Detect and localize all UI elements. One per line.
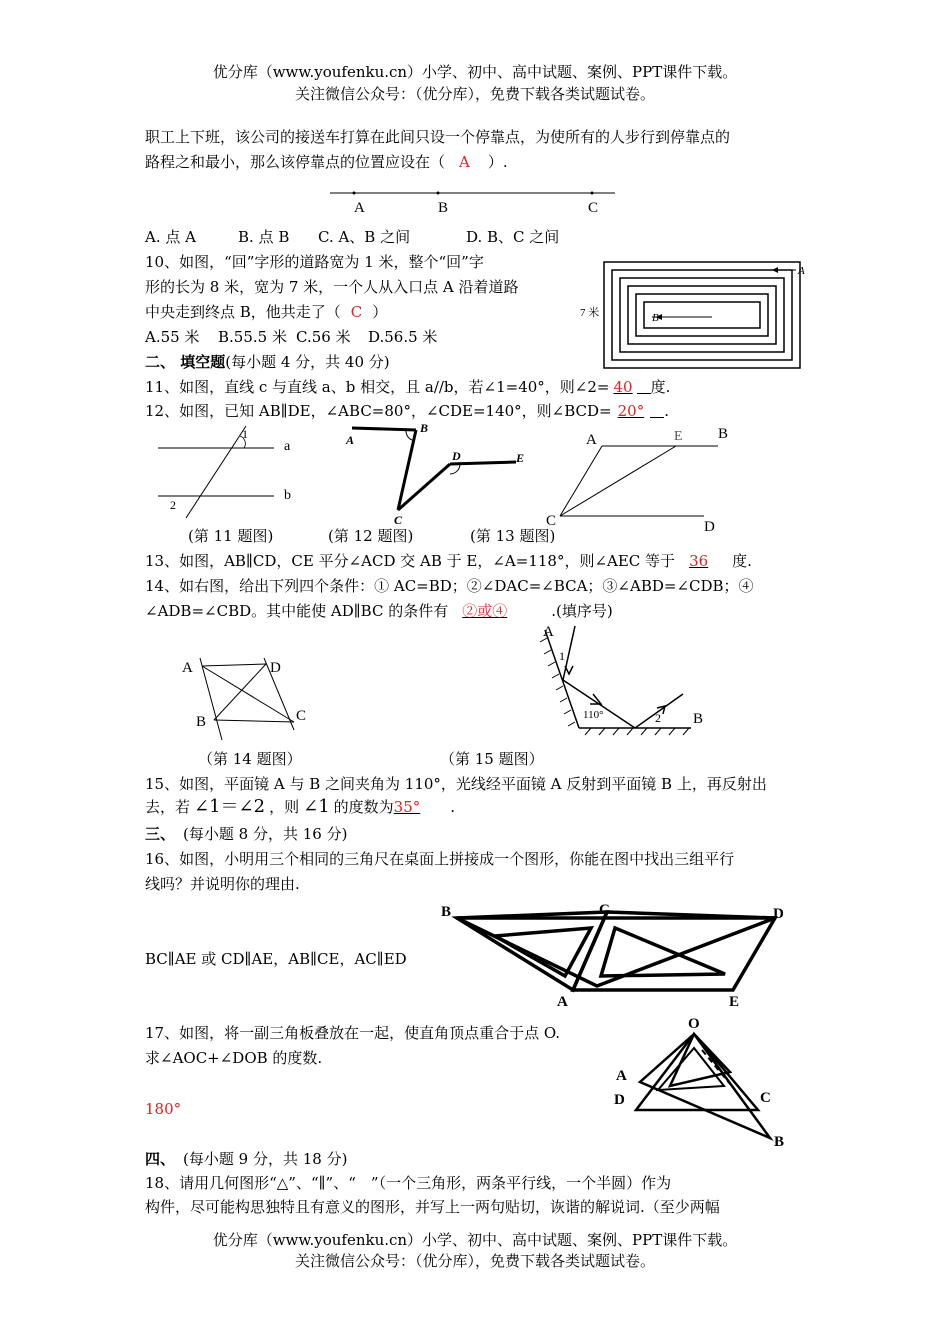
fig13-caption: (第 13 题图) — [470, 527, 556, 545]
fig14 — [180, 650, 320, 740]
fig17-label-d: D — [614, 1092, 625, 1108]
fig12-label-a: A — [346, 433, 355, 447]
q9-fig-label-b: B — [438, 200, 449, 216]
footer-line-1: 优分库（www.youfenku.cn）小学、初中、高中试题、案例、PPT课件下载。 — [212, 1231, 738, 1249]
q10-option-a: A.55 米 — [145, 328, 200, 346]
fig14-label-d: D — [270, 660, 281, 676]
q18-line-1: 18、请用几何图形“△”、“∥”、“ ”（一个三角形，两条平行线，一个半圆）作为 — [145, 1174, 672, 1192]
q11-answer: 40 — [613, 378, 633, 396]
q9-line-2: 路程之和最小，那么该停靠点的位置应设在（ A ）. — [145, 153, 508, 171]
section-4-heading: 四、 (每小题 9 分，共 18 分) — [145, 1150, 348, 1168]
fig15 — [535, 620, 725, 745]
fig17 — [610, 1012, 795, 1152]
fig11-label-2: 2 — [170, 498, 176, 512]
fig15-label-b: B — [693, 711, 704, 727]
q10-option-b: B.55.5 米 — [218, 328, 287, 346]
q14-line-1: 14、如右图，给出下列四个条件：① AC=BD；②∠DAC=∠BCA；③∠ABD=∠CDB；④ — [145, 577, 754, 595]
q9-figure — [330, 185, 620, 220]
section-3-heading: 三、 (每小题 8 分，共 16 分) — [145, 825, 348, 843]
q9-fig-label-c: C — [588, 200, 599, 216]
fig11 — [150, 420, 310, 520]
fig12-label-b: B — [420, 421, 429, 435]
fig11-label-a: a — [284, 439, 291, 454]
section-2-heading: 二、 填空题(每小题 4 分，共 40 分) — [145, 353, 390, 371]
fig15-caption: （第 15 题图） — [440, 750, 544, 768]
fig15-label-1: 1 — [559, 649, 565, 663]
header-line-1: 优分库（www.youfenku.cn）小学、初中、高中试题、案例、PPT课件下载。 — [212, 63, 738, 81]
fig13-label-e: E — [674, 429, 683, 444]
fig13-label-d: D — [704, 519, 715, 535]
fig17-label-b: B — [774, 1134, 785, 1150]
fig12-caption: (第 12 题图) — [328, 527, 414, 545]
fig12 — [340, 418, 540, 528]
q10-fig-label-width: 7 米 — [580, 307, 600, 319]
q15-line-2: 去，若 ∠1＝∠2 ，则 ∠1 的度数为35° . — [145, 796, 456, 817]
fig16-label-c: C — [599, 902, 610, 918]
fig12-label-e: E — [516, 451, 525, 465]
fig14-caption: （第 14 题图） — [198, 750, 302, 768]
fig17-label-c: C — [760, 1090, 771, 1106]
q14-line-2: ∠ADB=∠CBD。其中能使 AD∥BC 的条件有 ②或④ .(填序号) — [145, 602, 613, 620]
fig13-label-c: C — [546, 513, 557, 529]
q9-option-c: C. A、B 之间 — [318, 228, 411, 246]
q10-fig-label-a: A — [798, 265, 805, 277]
fig11-label-b: b — [284, 488, 291, 503]
q9-option-a: A. 点 A — [145, 228, 196, 246]
q17-line-1: 17、如图，将一副三角板叠放在一起，使直角顶点重合于点 O. — [145, 1024, 561, 1042]
header-line-2: 关注微信公众号：（优分库），免费下载各类试题试卷。 — [294, 85, 655, 103]
q10-option-c: C.56 米 — [296, 328, 351, 346]
q18-line-2: 构件，尽可能构思独特且有意义的图形，并写上一两句贴切，诙谐的解说词.（至少两幅 — [145, 1198, 720, 1216]
q15-answer: 35° — [393, 798, 421, 816]
q16-line-1: 16、如图，小明用三个相同的三角尺在桌面上拼接成一个图形，你能在图中找出三组平行 — [145, 850, 735, 868]
q12-answer: 20° — [617, 402, 645, 420]
fig15-label-a: A — [543, 624, 554, 640]
fig15-label-110: 110° — [583, 709, 604, 721]
fig14-label-a: A — [182, 660, 193, 676]
q9-option-b: B. 点 B — [238, 228, 290, 246]
q10-line-1: 10、如图，“回”字形的道路宽为 1 米，整个“回”字 — [145, 253, 484, 271]
q10-line-2: 形的长为 8 米，宽为 7 米，一个人从入口点 A 沿着道路 — [145, 278, 519, 296]
q12-text: 12、如图，已知 AB∥DE，∠ABC=80°，∠CDE=140°，则∠BCD= 20° . — [145, 402, 669, 420]
fig14-label-b: B — [196, 714, 207, 730]
q10-figure — [580, 258, 810, 373]
q10-answer: C — [350, 303, 363, 321]
q16-line-2: 线吗？并说明你的理由. — [145, 875, 300, 893]
fig12-label-c: C — [394, 513, 403, 527]
fig13 — [540, 422, 740, 535]
q14-answer: ②或④ — [462, 602, 508, 620]
fig15-label-2: 2 — [655, 711, 661, 725]
fig13-label-a: A — [586, 432, 597, 448]
q11-text: 11、如图，直线 c 与直线 a、b 相交，且 a//b，若∠1=40°，则∠2= 40 度. — [145, 378, 671, 396]
q10-fig-label-b: B — [652, 312, 659, 324]
fig17-label-o: O — [688, 1016, 700, 1032]
fig16-label-d: D — [773, 906, 784, 922]
fig16-label-a: A — [557, 994, 568, 1010]
fig11-caption: (第 11 题图) — [188, 527, 274, 545]
q9-fig-label-a: A — [354, 200, 365, 216]
fig16-label-b: B — [441, 904, 452, 920]
fig12-label-d: D — [452, 449, 461, 463]
q9-answer: A — [459, 153, 470, 171]
q10-line-3: 中央走到终点 B，他共走了（ C ） — [145, 303, 388, 321]
q13-text: 13、如图，AB∥CD，CE 平分∠ACD 交 AB 于 E，∠A=118°，则∠AEC 等于 36 度. — [145, 552, 752, 570]
q9-line-1: 职工上下班，该公司的接送车打算在此间只设一个停靠点，为使所有的人步行到停靠点的 — [145, 128, 731, 146]
q9-option-d: D. B、C 之间 — [466, 228, 560, 246]
q13-answer: 36 — [689, 552, 709, 570]
q17-line-2: 求∠AOC+∠DOB 的度数. — [145, 1049, 323, 1067]
footer-line-2: 关注微信公众号：（优分库），免费下载各类试题试卷。 — [294, 1252, 655, 1270]
q17-answer: 180° — [145, 1100, 182, 1118]
fig11-label-1: 1 — [242, 427, 248, 441]
fig16-label-e: E — [729, 994, 740, 1010]
q10-option-d: D.56.5 米 — [368, 328, 438, 346]
q16-answer: BC∥AE 或 CD∥AE，AB∥CE，AC∥ED — [145, 950, 407, 968]
fig17-label-a: A — [616, 1068, 627, 1084]
fig14-label-c: C — [296, 708, 307, 724]
fig16 — [435, 898, 795, 1010]
q15-line-1: 15、如图，平面镜 A 与 B 之间夹角为 110°，光线经平面镜 A 反射到平面镜 B 上，再反射出 — [145, 775, 767, 793]
fig13-label-b: B — [718, 426, 729, 442]
